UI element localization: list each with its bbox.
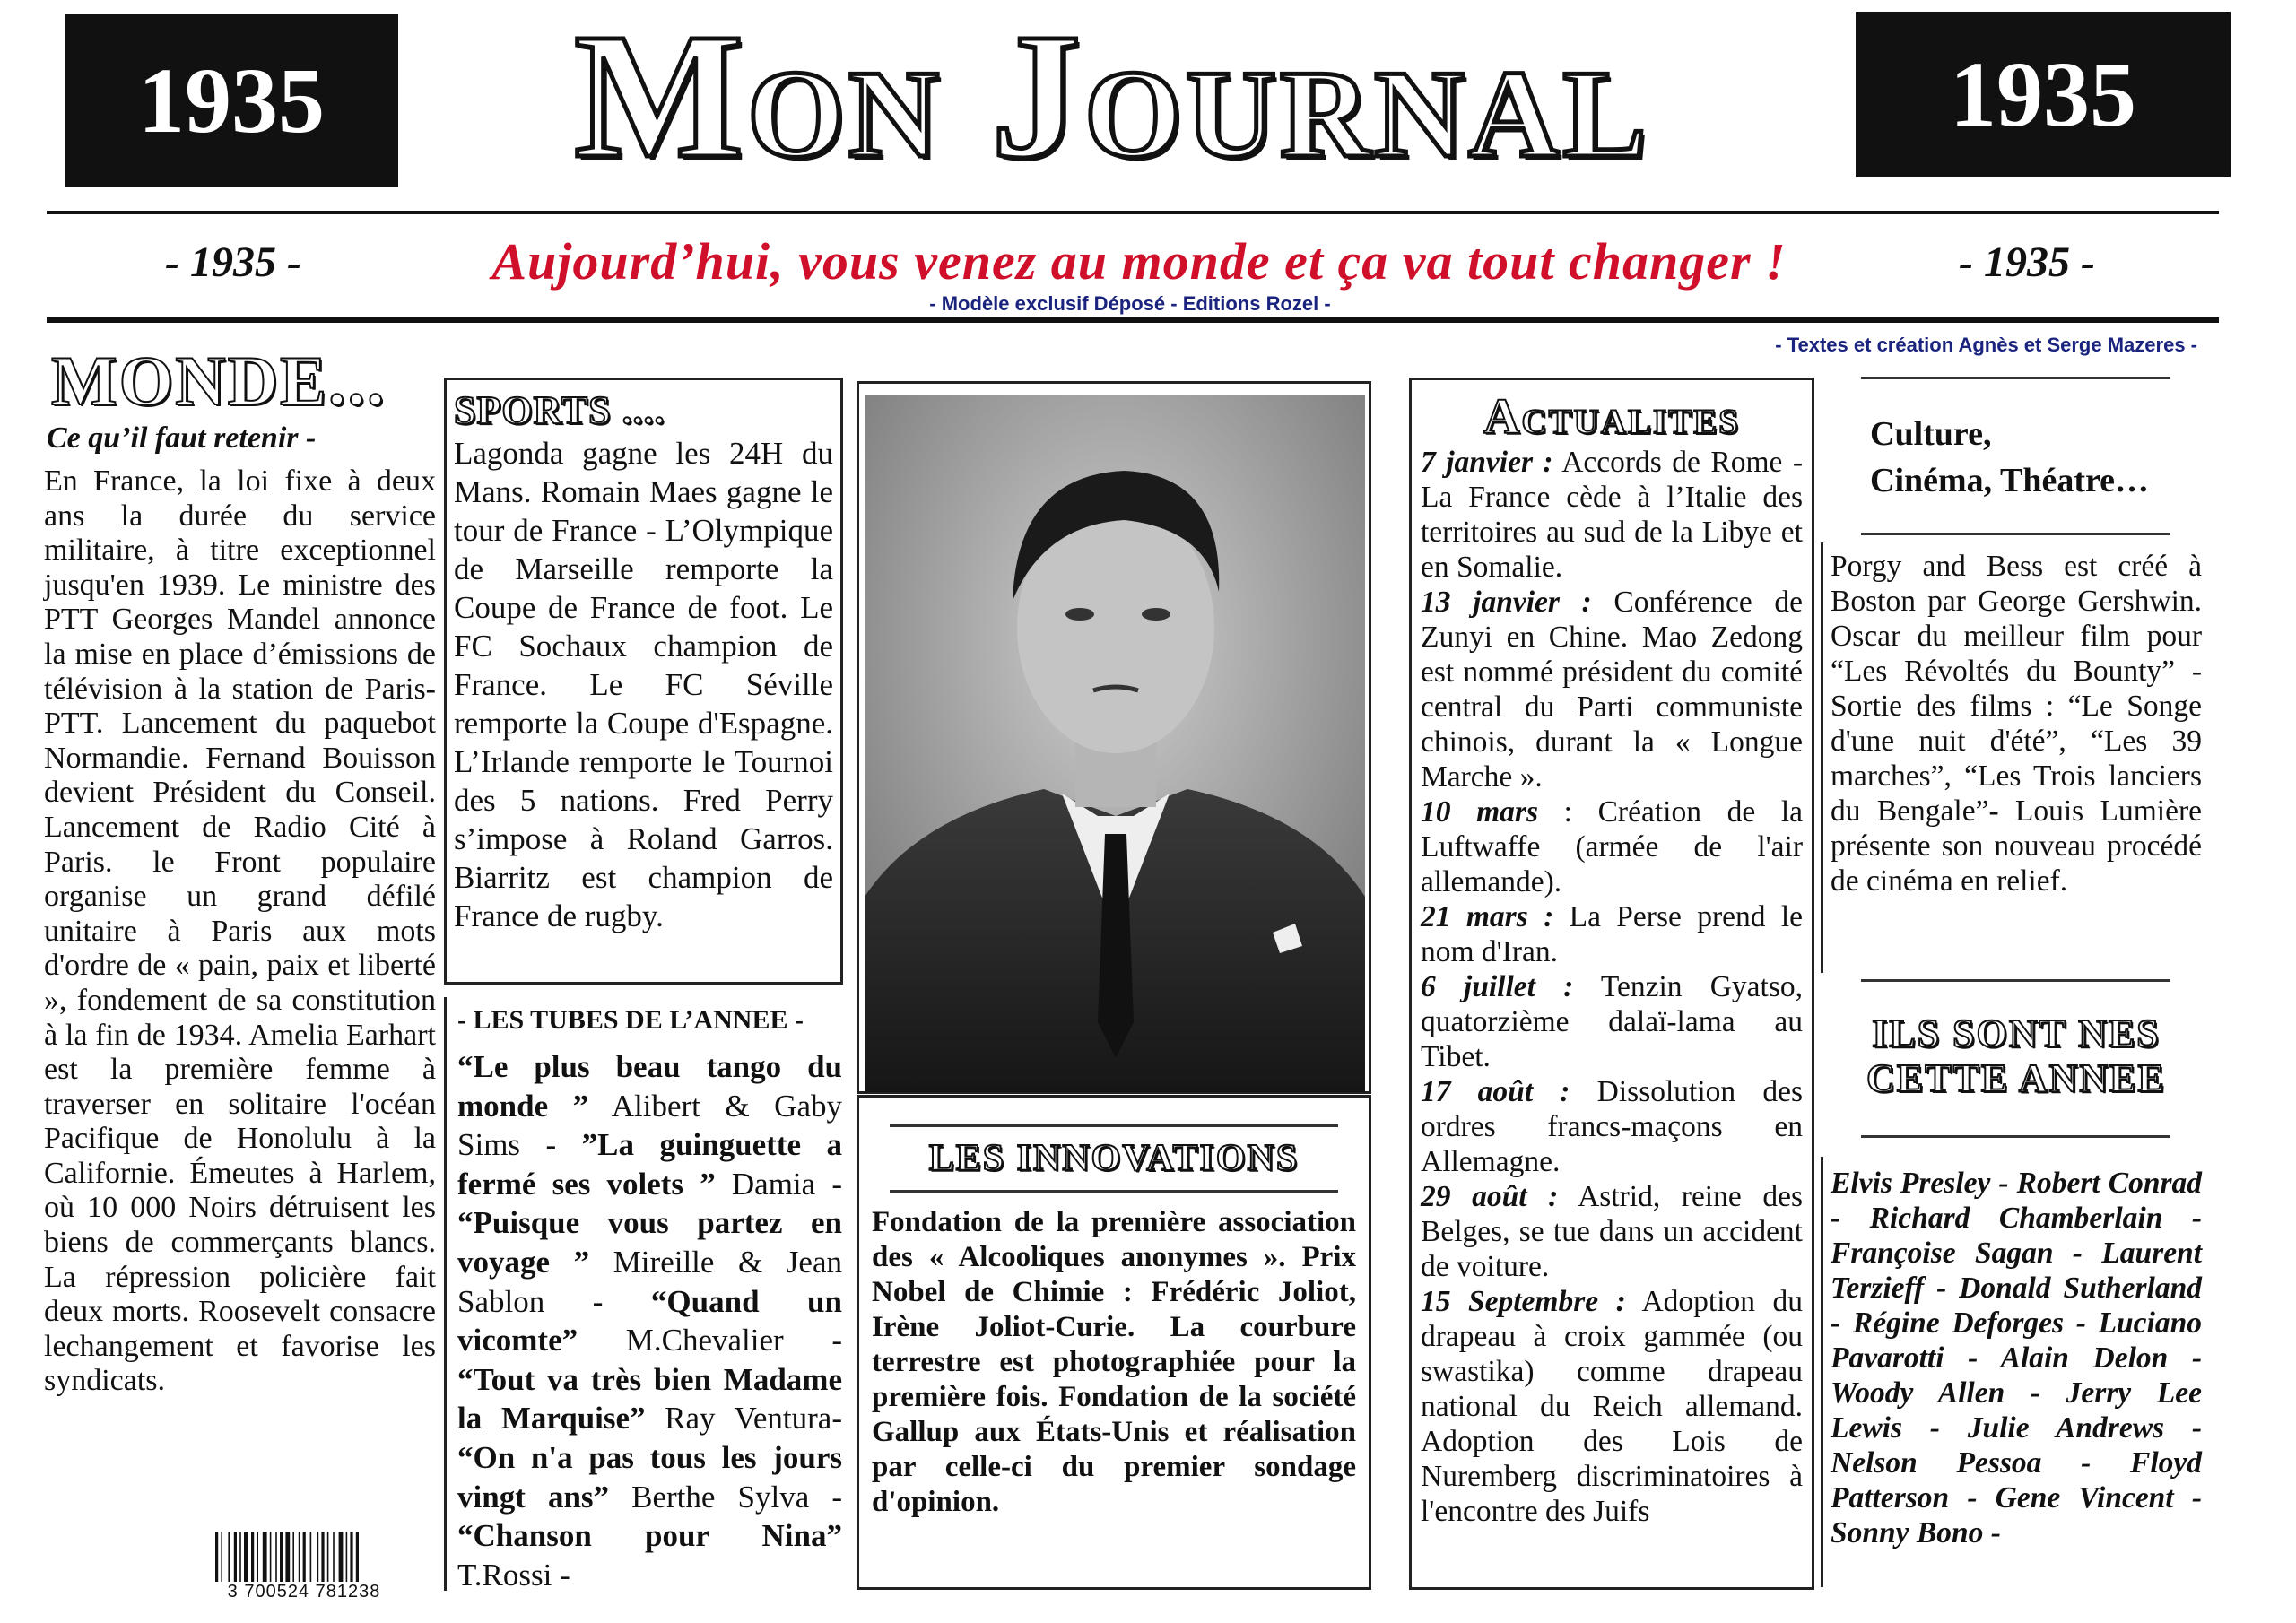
barcode-bar xyxy=(350,1532,352,1587)
divider xyxy=(1861,377,2170,379)
actualite-date: 29 août : xyxy=(1421,1180,1559,1213)
sports-text: Lagonda gagne les 24H du Mans. Romain Maes gagne le tour de France - L’Olympique de Marseille remporte la Coupe de France de foot. Le FC Sochaux champion de France. Le FC Séville remporte la Coupe d'Espagne. L’Irlande remporte le Tournoi des 5 nations. Fred Perry s’impose à Roland Garros. Biarritz est champion de France de rugby. xyxy=(454,436,833,933)
culture-heading xyxy=(1870,411,2149,504)
actualite-item xyxy=(1421,794,1803,899)
actualite-item xyxy=(1421,1074,1803,1179)
barcode-bar xyxy=(285,1532,290,1587)
barcode-bar xyxy=(310,1532,312,1587)
tube-artist: Damia - xyxy=(731,1166,843,1202)
culture-heading-line2: Cinéma, Théatre… xyxy=(1870,462,2150,499)
actualite-item xyxy=(1421,899,1803,969)
barcode-bar xyxy=(346,1532,348,1587)
actualite-date: 13 janvier : xyxy=(1421,586,1592,619)
year-left: 1935 xyxy=(138,48,325,152)
barcode-bar xyxy=(275,1532,277,1587)
monde-subheading: Ce qu’il faut retenir - xyxy=(47,421,317,455)
barcode-bar xyxy=(263,1532,267,1587)
sports-heading: SPORTS .... xyxy=(454,388,665,432)
actualite-text: Conférence de Zunyi en Chine. Mao Zedong est nommé président du comité central du Parti communiste chinois, durant la « Longue Marche ». xyxy=(1421,586,1803,794)
tube-title: “Puisque vous partez en voyage ” xyxy=(457,1205,842,1280)
actualites-box xyxy=(1409,378,1814,1590)
divider xyxy=(890,1190,1338,1193)
divider xyxy=(1861,979,2170,982)
barcode-bar xyxy=(228,1532,230,1587)
tube-artist: Mireille & Jean Sablon - xyxy=(457,1244,842,1319)
actualite-date: 10 mars xyxy=(1421,795,1539,829)
barcode-bar xyxy=(333,1532,335,1587)
barcode-bar xyxy=(280,1532,283,1587)
innovations-box xyxy=(857,1095,1371,1590)
barcode-bar xyxy=(339,1532,344,1587)
actualite-date: 15 Septembre : xyxy=(1421,1285,1626,1318)
tubes-list xyxy=(457,1047,842,1594)
monde-text: En France, la loi fixe à deux ans la durée du service militaire, à titre exceptionnel jusqu'en 1939. Le ministre des PTT Georges Mandel annonce la mise en place d’émissions de télévision à la station de Paris-PTT. Lancement du paquebot Normandie. Fernand Bouisson devient Président du Conseil. Lancement de Radio Cité à Paris. le Front populaire organise un grand défilé unitaire à Paris aux mots d'ordre de « pain, paix et liberté », fondement de sa constitution à la fin de 1934. Amelia Earhart est la première femme à traverser en solitaire l'océan Pacifique de Honolulu à la Californie. Émeutes à Harlem, où 10 000 Noirs détruisent les biens de commerçants blancs. La répression policière fait deux morts. Roosevelt consacre lechangement et favorise les syndicats. xyxy=(44,464,436,1398)
actualite-item xyxy=(1421,585,1803,794)
year-box-right xyxy=(1856,12,2231,177)
tube-title: “On n'a pas tous les jours vingt ans” xyxy=(457,1439,842,1515)
actualites-heading: Actualites xyxy=(1483,389,1740,445)
actualite-text: Dissolution des ordres francs-maçons en Allemagne. xyxy=(1421,1075,1803,1178)
barcode-bar xyxy=(299,1532,300,1587)
barcode-bar xyxy=(251,1532,254,1587)
divider xyxy=(1861,533,2170,535)
culture-border xyxy=(1821,542,1823,973)
sports-box xyxy=(444,378,843,985)
credits: - Textes et création Agnès et Serge Mazeres - xyxy=(1775,334,2197,356)
tube-artist: Berthe Sylva - xyxy=(631,1479,842,1515)
actualite-text: La Perse prend le nom d'Iran. xyxy=(1421,900,1804,968)
actualite-item xyxy=(1421,1284,1803,1529)
actualite-text: : Création de la Luftwaffe (armée de l'air allemande). xyxy=(1421,795,1803,898)
barcode-bar xyxy=(244,1532,248,1587)
tube-artist: M.Chevalier - xyxy=(625,1323,842,1358)
barcode-bar xyxy=(215,1532,218,1587)
newspaper-title: Mon Journal xyxy=(574,0,1650,195)
portrait-photo xyxy=(865,395,1365,1092)
barcode-bar xyxy=(239,1532,241,1587)
actualite-text: Accords de Rome - La France cède à l’Italie des territoires au sud de la Libye et en Somalie. xyxy=(1421,446,1803,584)
barcode-bar xyxy=(356,1532,359,1587)
tube-title: “Chanson pour Nina” xyxy=(457,1518,842,1554)
naissances-text: Elvis Presley - Robert Conrad - Richard Chamberlain - Françoise Sagan - Laurent Terzieff - Donald Sutherland - Régine Deforges - Luciano Pavarotti - Alain Delon - Woody Allen - Jerry Lee Lewis - Julie Andrews - Nelson Pessoa - Floyd Patterson - Gene Vincent - Sonny Bono - xyxy=(1831,1167,2202,1549)
naissances-heading-line2: CETTE ANNEE xyxy=(1866,1056,2166,1100)
innovations-text: Fondation de la première association des « Alcooliques anonymes ». Prix Nobel de Chimie : Frédéric Joliot, Irène Joliot-Curie. La courbure terrestre est photographiée pour la première fois. Fondation de la société Gallup aux États-Unis et réalisation par celle-ci du premier sondage d'opinion. xyxy=(872,1206,1356,1518)
innovations-heading: LES INNOVATIONS xyxy=(928,1138,1300,1179)
barcode-bar xyxy=(221,1532,222,1587)
tube-title: “Le plus beau tango du monde ” xyxy=(457,1049,842,1124)
tagline: Aujourd’hui, vous venez au monde et ça va tout changer ! xyxy=(491,232,1787,291)
actualite-item xyxy=(1421,1179,1803,1284)
actualite-date: 7 janvier : xyxy=(1421,446,1553,479)
tubes-heading: - LES TUBES DE L’ANNEE - xyxy=(457,1005,804,1035)
top-rule xyxy=(47,211,2219,214)
header-rule xyxy=(47,317,2219,323)
actualite-text: Tenzin Gyatso, quatorzième dalaï-lama au Tibet. xyxy=(1421,970,1803,1073)
actualite-date: 17 août : xyxy=(1421,1075,1570,1108)
tube-artist: Alibert & Gaby Sims - xyxy=(457,1088,842,1163)
actualite-item xyxy=(1421,969,1803,1074)
barcode-bar xyxy=(321,1532,324,1587)
naissances-heading xyxy=(1831,1011,2202,1101)
photo-frame xyxy=(857,381,1371,1094)
barcode-number: 3 700524 781238 xyxy=(208,1582,400,1602)
tubes-section xyxy=(444,997,848,1591)
actualite-text: Astrid, reine des Belges, se tue dans un accident de voiture. xyxy=(1421,1180,1803,1283)
tube-title: ”La guinguette a fermé ses volets ” xyxy=(457,1127,842,1202)
tube-artist: Ray Ventura- xyxy=(665,1401,842,1436)
barcode-bar xyxy=(270,1532,272,1587)
naissances-heading-line1: ILS SONT NES xyxy=(1872,1011,2161,1055)
tube-title: “Tout va très bien Madame la Marquise” xyxy=(457,1361,842,1436)
culture-heading-line1: Culture, xyxy=(1870,415,1992,453)
actualite-date: 6 juillet : xyxy=(1421,970,1574,1003)
actualite-date: 21 mars : xyxy=(1421,900,1554,933)
model-note: - Modèle exclusif Déposé - Editions Rozel - xyxy=(929,292,1331,315)
year-box-left xyxy=(65,14,398,187)
barcode-bar xyxy=(317,1532,319,1587)
barcode-bar xyxy=(303,1532,306,1587)
divider xyxy=(1861,1135,2170,1138)
tube-title: “Quand un vicomte” xyxy=(457,1283,842,1358)
culture-text: Porgy and Bess est créé à Boston par George Gershwin. Oscar du meilleur film pour “Les Révoltés du Bounty” - Sortie des films : “Le Songe d'une nuit d'été”, “Les 39 marches”, “Les Trois lanciers du Bengale”- Louis Lumière présente son nouveau procédé de cinéma en relief. xyxy=(1831,550,2202,898)
actualite-item xyxy=(1421,445,1803,585)
monde-heading: MONDE... xyxy=(51,342,387,420)
year-small-right: - 1935 - xyxy=(1959,239,2095,286)
barcode-bar xyxy=(234,1532,237,1587)
barcode-bar xyxy=(327,1532,329,1587)
actualite-text: Adoption du drapeau à croix gammée (ou swastika) comme drapeau national du Reich allemand. Adoption des Lois de Nuremberg discriminatoires à l'encontre des Juifs xyxy=(1421,1285,1804,1528)
barcode-bar xyxy=(257,1532,258,1587)
actualites-list xyxy=(1421,445,1803,1529)
tube-artist: T.Rossi - xyxy=(457,1557,570,1593)
year-small-left: - 1935 - xyxy=(165,239,301,286)
year-right: 1935 xyxy=(1950,42,2136,146)
barcode-bar xyxy=(292,1532,294,1587)
naissances-border xyxy=(1821,1157,1823,1587)
